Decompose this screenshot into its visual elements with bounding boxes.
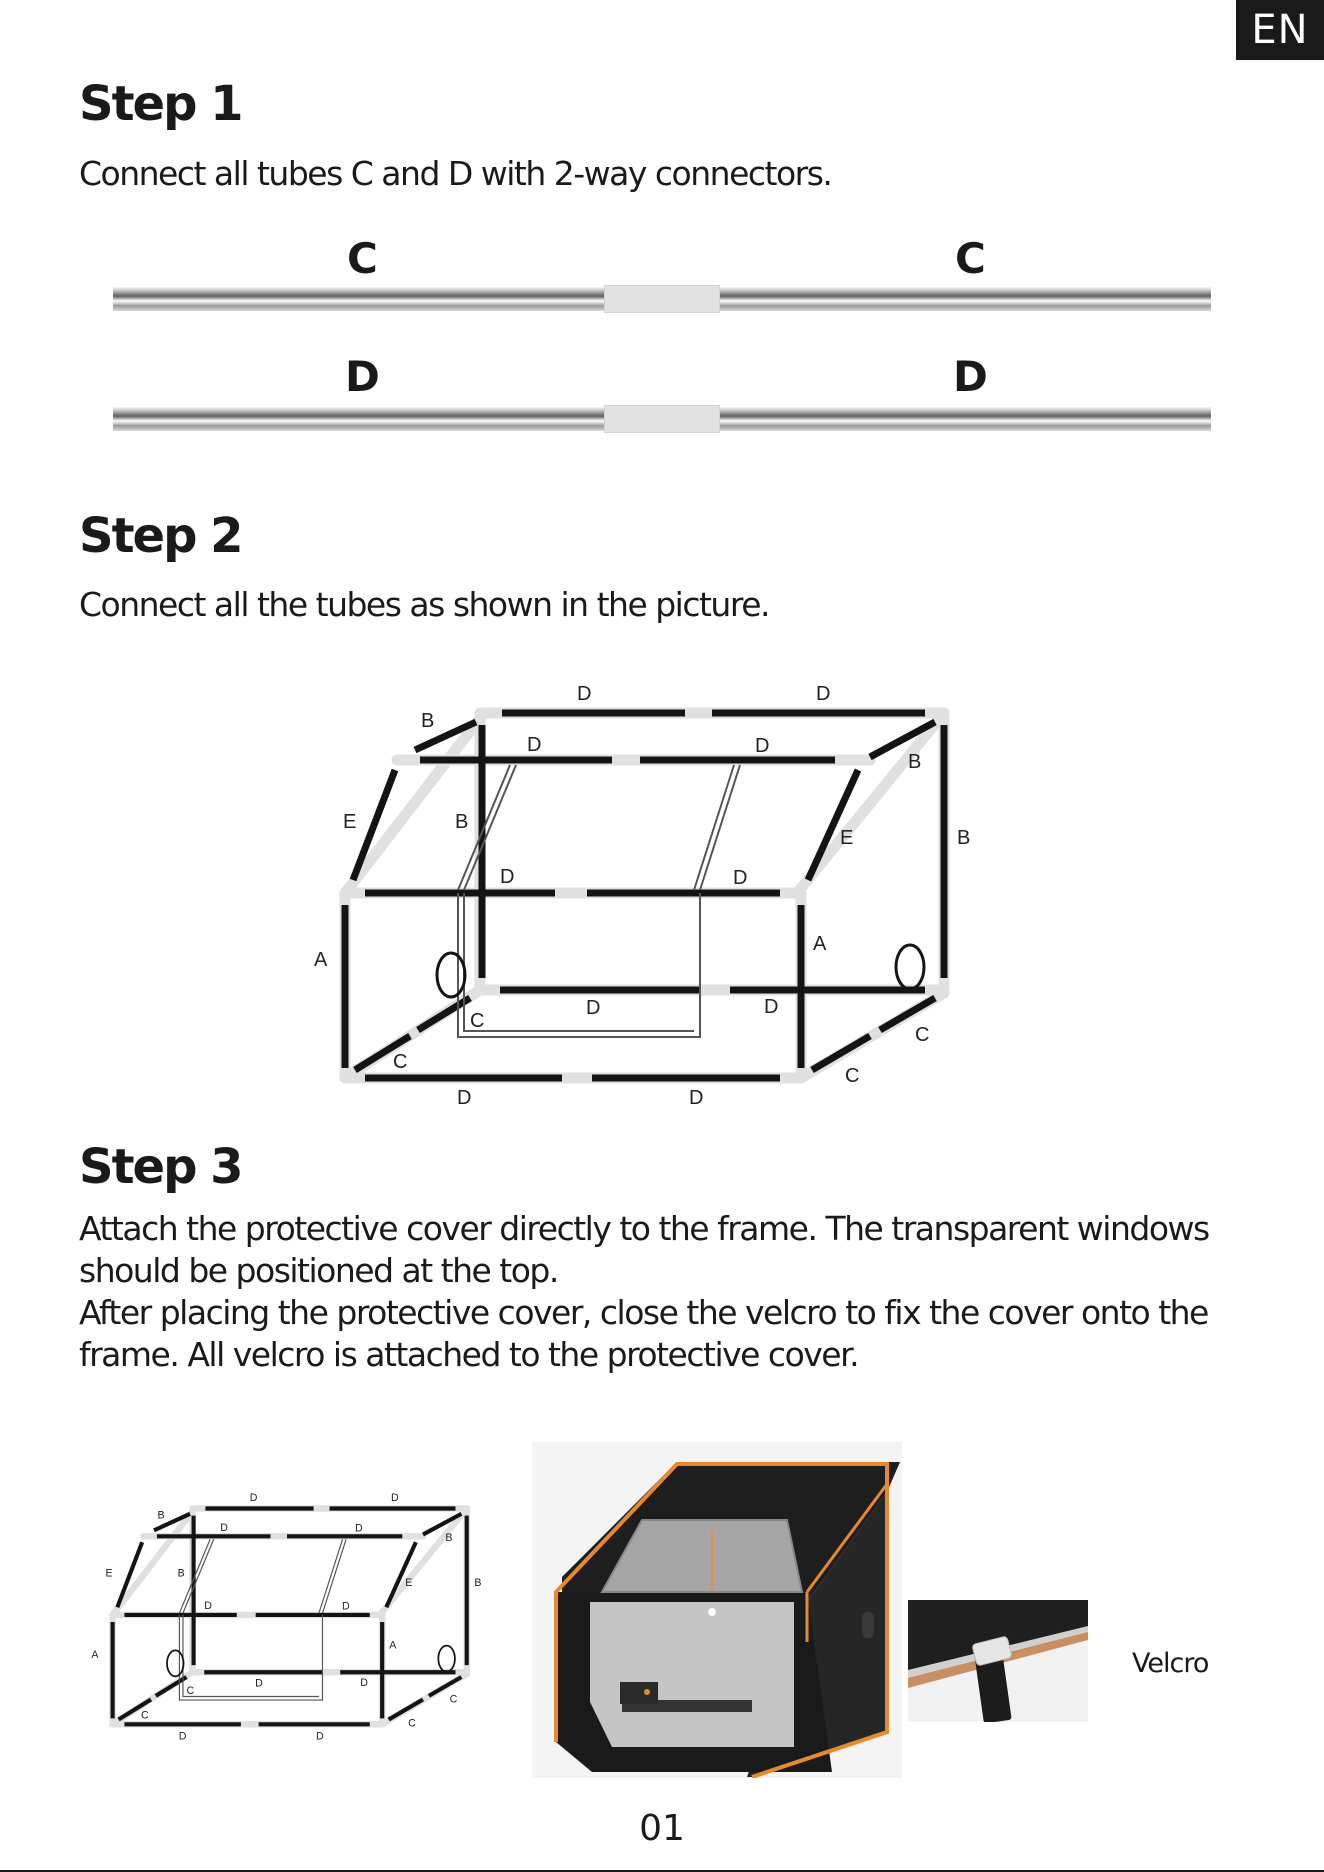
frame-label: E: [840, 827, 854, 849]
step-3-text-line-3: After placing the protective cover, close the velcro to fix the cover onto the: [79, 1293, 1208, 1332]
frame-label: D: [360, 1676, 368, 1689]
frame-label: D: [341, 1600, 350, 1613]
tube-label-d-right: D: [953, 352, 988, 401]
frame-label: D: [577, 683, 592, 705]
velcro-label: Velcro: [1132, 1648, 1209, 1679]
frame-label: D: [586, 997, 601, 1019]
frame-diagram-small: [86, 1482, 488, 1762]
frame-label: B: [908, 751, 922, 773]
frame-label: D: [457, 1087, 472, 1109]
frame-label: C: [470, 1010, 485, 1032]
step-1-title: Step 1: [79, 76, 242, 132]
frame-label: D: [755, 735, 770, 757]
step-3-text-line-1: Attach the protective cover directly to the frame. The transparent windows: [79, 1209, 1209, 1248]
frame-label: C: [140, 1709, 149, 1722]
step-3-title: Step 3: [79, 1139, 242, 1195]
frame-label: D: [391, 1491, 399, 1504]
language-badge: EN: [1236, 0, 1324, 60]
step-2-text: Connect all the tubes as shown in the picture.: [79, 585, 769, 624]
frame-label: D: [255, 1677, 263, 1690]
step-3-text-line-4: frame. All velcro is attached to the protective cover.: [79, 1335, 859, 1374]
tube-label-c-left: C: [347, 234, 378, 283]
frame-label: C: [449, 1693, 458, 1706]
frame-label: D: [500, 866, 515, 888]
frame-label: B: [474, 1576, 482, 1589]
frame-label: D: [733, 867, 748, 889]
frame-label: B: [421, 710, 435, 732]
frame-label: D: [354, 1522, 363, 1535]
frame-label: B: [445, 1532, 453, 1545]
frame-label: C: [408, 1717, 416, 1730]
frame-label: D: [816, 683, 831, 705]
page-number: 01: [639, 1808, 685, 1849]
frame-label: B: [455, 811, 469, 833]
frame-label: C: [845, 1065, 860, 1087]
frame-label: D: [220, 1521, 228, 1534]
frame-label: A: [389, 1639, 397, 1652]
frame-label: B: [177, 1567, 185, 1580]
frame-label: D: [178, 1730, 187, 1743]
step-1-text: Connect all tubes C and D with 2-way connectors.: [79, 154, 832, 193]
frame-label: D: [689, 1087, 704, 1109]
frame-label: D: [204, 1599, 212, 1612]
frame-label: B: [957, 827, 971, 849]
frame-label: E: [105, 1567, 113, 1580]
velcro-detail-photo: [908, 1600, 1088, 1722]
frame-label: C: [915, 1024, 930, 1046]
frame-label: C: [186, 1685, 195, 1698]
frame-label: B: [157, 1509, 165, 1522]
frame-label: A: [91, 1649, 99, 1662]
frame-label: D: [315, 1730, 324, 1743]
frame-label: A: [813, 933, 827, 955]
frame-label: D: [764, 996, 779, 1018]
frame-label: C: [393, 1051, 408, 1073]
tube-label-c-right: C: [955, 234, 986, 283]
frame-label: A: [314, 949, 328, 971]
frame-label: E: [343, 811, 357, 833]
enclosure-cover-illustration: [532, 1442, 902, 1778]
step-3-text-line-2: should be positioned at the top.: [79, 1251, 558, 1290]
frame-label: E: [405, 1576, 413, 1589]
step-2-title: Step 2: [79, 508, 242, 564]
tube-label-d-left: D: [345, 352, 380, 401]
frame-label: D: [527, 734, 542, 756]
frame-label: D: [249, 1491, 258, 1504]
